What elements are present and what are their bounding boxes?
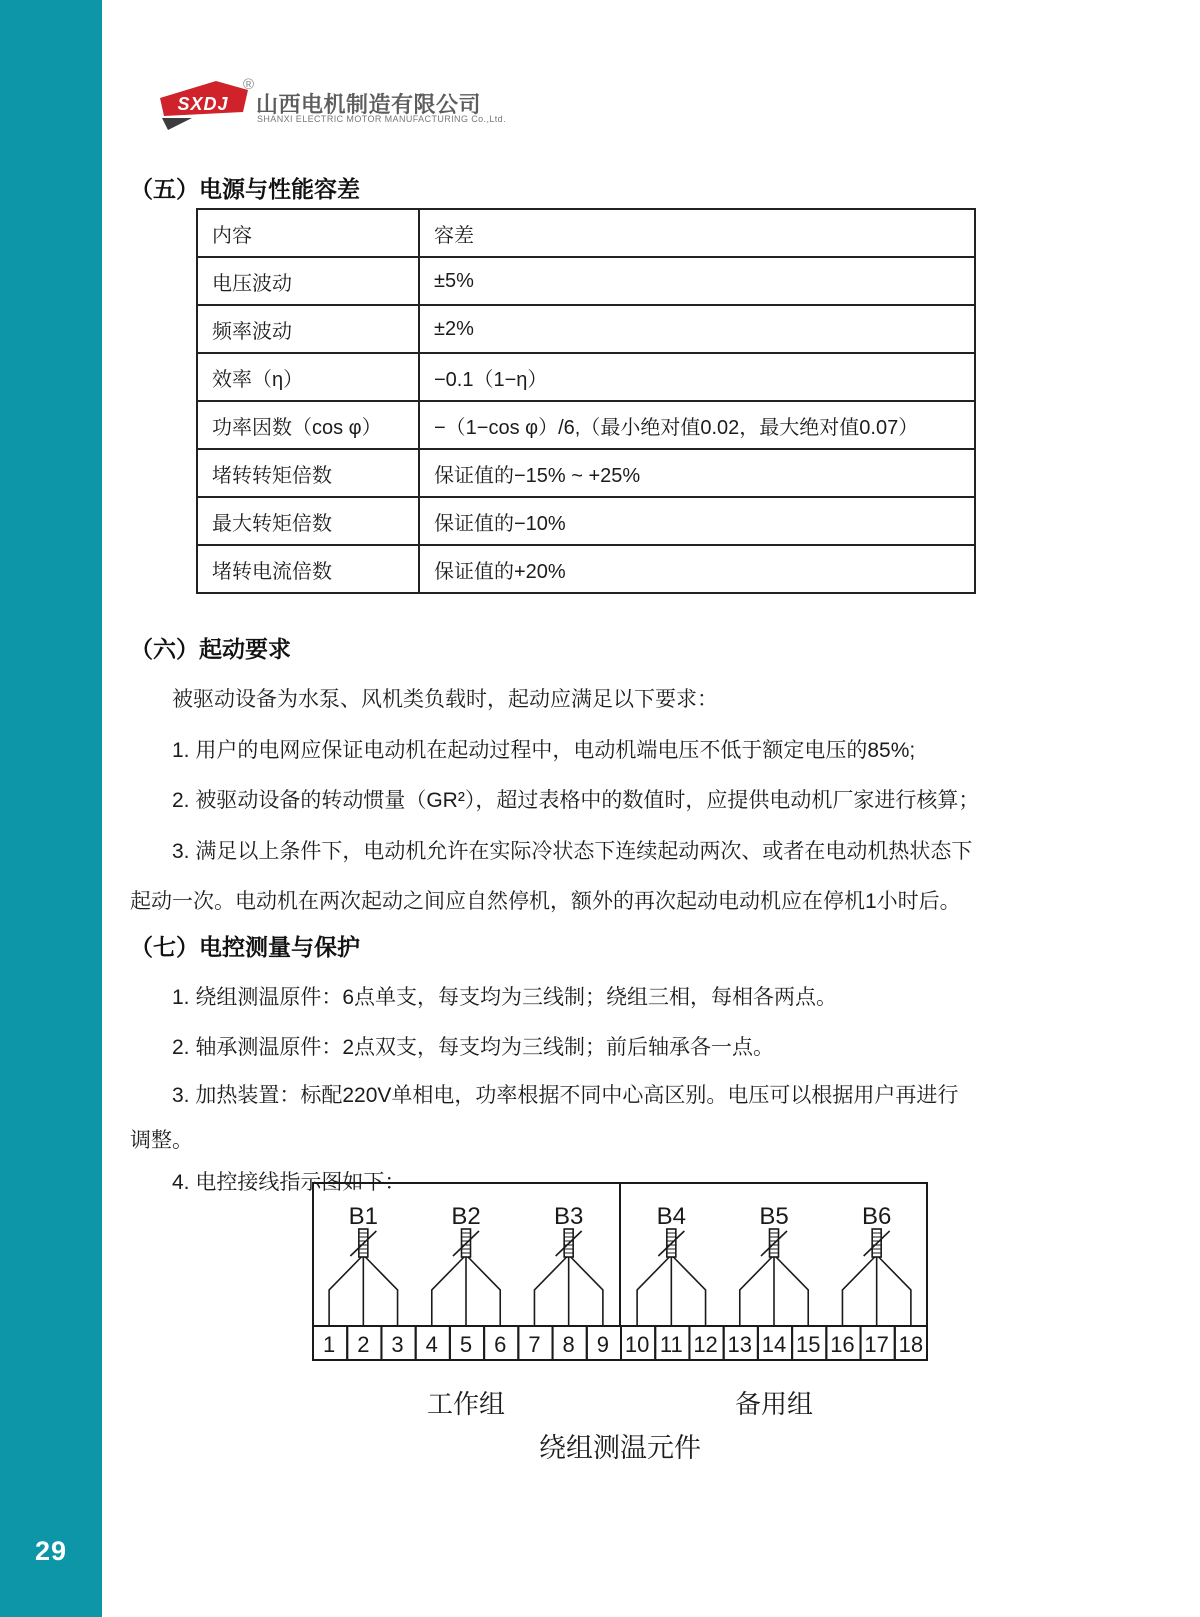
terminal-number: 7 <box>528 1332 541 1357</box>
wire-left <box>637 1257 669 1326</box>
sensor-label: B2 <box>451 1203 481 1230</box>
wire-left <box>842 1257 874 1326</box>
terminal-number: 4 <box>425 1332 438 1357</box>
table-row <box>197 449 975 497</box>
probe-slash-icon <box>761 1231 787 1256</box>
sensor-label: B3 <box>553 1203 584 1230</box>
probe-slash-icon <box>658 1231 684 1256</box>
terminal-cell <box>553 1326 587 1360</box>
terminal-cell <box>587 1326 621 1360</box>
terminal-number: 11 <box>659 1332 683 1357</box>
probe-slash-icon <box>864 1231 890 1256</box>
terminal-number: 8 <box>562 1332 575 1357</box>
terminal-cell <box>895 1326 927 1360</box>
probe-slash-icon <box>350 1231 376 1256</box>
company-name-en: SHANXI ELECTRIC MOTOR MANUFACTURING Co.,Ltd. <box>257 114 506 124</box>
table-cell: 保证值的−10% <box>419 497 975 545</box>
table-cell: 最大转矩倍数 <box>197 497 419 545</box>
logo-text: SXDJ <box>177 94 229 114</box>
sensor-label: B5 <box>759 1203 789 1230</box>
table-cell: 保证值的−15% ~ +25% <box>419 449 975 497</box>
starting-item-3-line-2: 起动一次。电动机在两次起动之间应自然停机，额外的再次起动电动机应在停机1小时后。 <box>130 890 961 913</box>
terminal-cell <box>724 1326 758 1360</box>
terminal-cell <box>861 1326 895 1360</box>
table-cell: 保证值的+20% <box>419 545 975 593</box>
company-name-zh: 山西电机制造有限公司 <box>256 92 482 117</box>
terminal-cell <box>416 1326 450 1360</box>
terminal-cell <box>347 1326 381 1360</box>
registered-trademark-icon: ® <box>243 76 255 93</box>
tolerance-table <box>196 208 976 594</box>
sensor-b3 <box>534 1203 602 1326</box>
terminal-number: 14 <box>761 1332 787 1357</box>
terminal-cell <box>689 1326 723 1360</box>
table-row <box>197 257 975 305</box>
wire-left <box>534 1257 566 1326</box>
sensor-b4 <box>637 1203 705 1326</box>
control-item-2: 2. 轴承测温原件：2点双支，每支均为三线制；前后轴承各一点。 <box>172 1036 775 1059</box>
terminal-number: 3 <box>391 1332 404 1357</box>
control-item-3-line-2: 调整。 <box>130 1129 193 1152</box>
wire-left <box>329 1257 361 1326</box>
table-cell: 容差 <box>419 209 975 257</box>
terminal-cell <box>313 1326 347 1360</box>
wire-right <box>571 1257 603 1326</box>
starting-item-1: 1. 用户的电网应保证电动机在起动过程中，电动机端电压不低于额定电压的85%; <box>172 739 916 762</box>
backup-group-label: 备用组 <box>734 1389 813 1419</box>
terminal-number: 10 <box>624 1332 650 1357</box>
terminal-number: 2 <box>357 1332 370 1357</box>
table-cell: 效率（η） <box>197 353 419 401</box>
control-item-1: 1. 绕组测温原件：6点单支，每支均为三线制；绕组三相，每相各两点。 <box>172 986 838 1009</box>
starting-item-3-line-1: 3. 满足以上条件下，电动机允许在实际冷状态下连续起动两次、或者在电动机热状态下 <box>172 840 973 863</box>
starting-intro: 被驱动设备为水泵、风机类负载时，起动应满足以下要求： <box>172 688 718 711</box>
sensor-label: B6 <box>861 1203 892 1230</box>
terminal-number: 15 <box>795 1332 821 1357</box>
terminal-number: 18 <box>898 1332 924 1357</box>
table-cell: 内容 <box>197 209 419 257</box>
section-5-heading: （五）电源与性能容差 <box>130 176 360 203</box>
wire-right <box>365 1257 397 1326</box>
terminal-number: 9 <box>596 1332 610 1357</box>
table-row <box>197 209 975 257</box>
terminal-number: 12 <box>693 1332 718 1357</box>
control-item-3-line-1: 3. 加热装置：标配220V单相电，功率根据不同中心高区别。电压可以根据用户再进行 <box>172 1084 959 1107</box>
working-group-label: 工作组 <box>426 1389 505 1419</box>
table-row <box>197 545 975 593</box>
wiring-diagram-svg <box>312 1182 928 1382</box>
probe-slash-icon <box>453 1231 479 1256</box>
terminal-cell <box>621 1326 655 1360</box>
terminal-number: 16 <box>830 1332 855 1357</box>
page-number: 29 <box>34 1536 68 1566</box>
table-row <box>197 497 975 545</box>
probe-slash-icon <box>556 1231 582 1256</box>
terminal-number: 1 <box>322 1332 336 1357</box>
section-7-heading: （七）电控测量与保护 <box>130 934 360 961</box>
wire-right <box>468 1257 500 1326</box>
table-cell: 堵转转矩倍数 <box>197 449 419 497</box>
wiring-diagram <box>312 1182 928 1482</box>
sidebar-accent-bar <box>0 0 102 1617</box>
terminal-number: 17 <box>864 1332 889 1357</box>
table-cell: −（1−cos φ）/6,（最小绝对值0.02，最大绝对值0.07） <box>419 401 975 449</box>
terminal-cell <box>450 1326 484 1360</box>
sensor-b1 <box>329 1203 397 1326</box>
wire-left <box>740 1257 772 1326</box>
terminal-cell <box>381 1326 415 1360</box>
diagram-caption: 绕组测温元件 <box>539 1433 701 1463</box>
sensor-label: B4 <box>656 1203 687 1230</box>
table-cell: 频率波动 <box>197 305 419 353</box>
wire-right <box>776 1257 808 1326</box>
terminal-cell <box>484 1326 518 1360</box>
wire-left <box>432 1257 464 1326</box>
table-row <box>197 401 975 449</box>
sensor-b2 <box>432 1203 500 1326</box>
terminal-cell <box>655 1326 689 1360</box>
table-row <box>197 305 975 353</box>
table-cell: −0.1（1−η） <box>419 353 975 401</box>
section-6-heading: （六）起动要求 <box>130 636 291 663</box>
table-cell: 堵转电流倍数 <box>197 545 419 593</box>
wire-right <box>879 1257 911 1326</box>
terminal-cell <box>758 1326 792 1360</box>
terminal-number: 6 <box>494 1332 507 1357</box>
control-item-4: 4. 电控接线指示图如下： <box>172 1171 406 1194</box>
starting-item-2: 2. 被驱动设备的转动惯量（GR²），超过表格中的数值时，应提供电动机厂家进行核算； <box>172 789 980 812</box>
table-cell: 电压波动 <box>197 257 419 305</box>
sensor-b5 <box>740 1203 808 1326</box>
table-cell: ±2% <box>419 305 975 353</box>
terminal-number: 5 <box>459 1332 473 1357</box>
terminal-cell <box>792 1326 826 1360</box>
sensor-label: B1 <box>348 1203 379 1230</box>
sensor-b6 <box>842 1203 910 1326</box>
terminal-number: 13 <box>727 1332 753 1357</box>
company-logo-icon <box>158 80 250 132</box>
table-cell: ±5% <box>419 257 975 305</box>
terminal-cell <box>826 1326 860 1360</box>
table-row <box>197 353 975 401</box>
table-cell: 功率因数（cos φ） <box>197 401 419 449</box>
logo-shadow-triangle <box>162 118 192 130</box>
terminal-cell <box>518 1326 552 1360</box>
wire-right <box>673 1257 705 1326</box>
